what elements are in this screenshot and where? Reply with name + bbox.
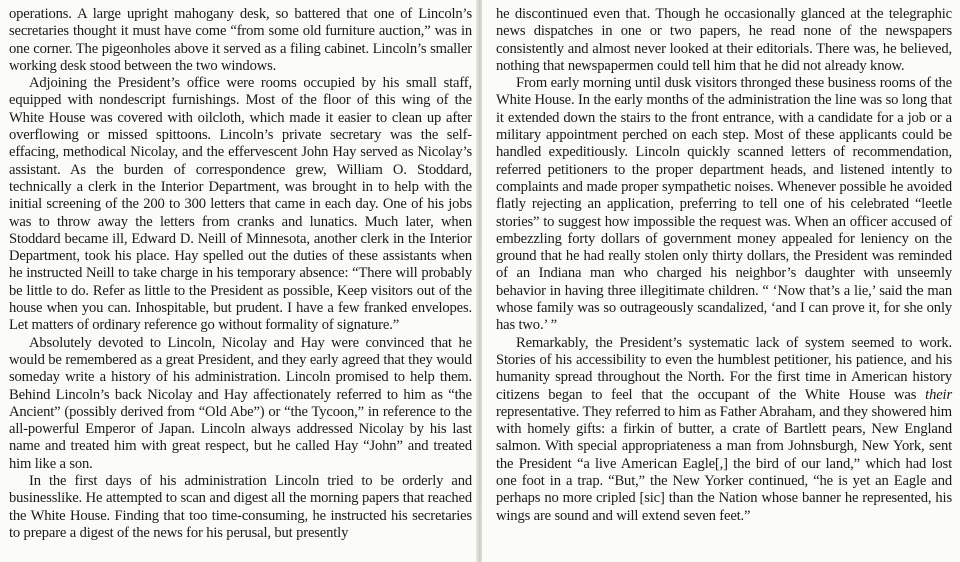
paragraph: Absolutely devoted to Lincoln, Nicolay and Hay were convinced that he would be remembered as a great President, and they early agreed that they would someday write a history of his administration. Lincoln promised to help them. Behind Lincoln’s back Nicolay and Hay affectionately referred to him as “the Ancient” (possibly derived from “Old Abe”) or “the Tycoon,” in reference to the all-powerful Emperor of Japan. Lincoln always addressed Nicolay by his last name and treated him with great respect, but he called Hay “John” and treated him like a son. <box>9 334 472 472</box>
paragraph: he discontinued even that. Though he occasionally glanced at the telegraphic news dispatches in one or two papers, he read none of the newspapers consistently and almost never looked at their editorials. There was, he believed, nothing that newspapermen could tell him that he did not already know. <box>496 6 952 74</box>
paragraph-text: representative. They referred to him as Father Abraham, and they showered him with homely gifts: a firkin of butter, a crate of Bartlett pears, New England salmon. With special appropriateness a man from Johnsburgh, New York, sent the President “a live American Eagle[,] the bird of our land,” which had lost one foot in a trap. “But,” the New Yorker continued, “he is yet an Eagle and perhaps no more cripled [sic] than the Nation whose banner he represented, his wings are sound and will extend seven feet.” <box>496 403 952 524</box>
emphasized-word: their <box>925 386 952 403</box>
right-page-text <box>496 6 952 525</box>
paragraph: From early morning until dusk visitors thronged these business rooms of the White House. In the early months of the administration the line was so long that it extended down the stairs to the front entrance, with a candidate for a job or a military appointment perched on each step. Most of these applicants could be handled expeditiously. Lincoln quickly scanned letters of recommendation, referred petitioners to the proper department heads, and listened intently to complaints and made proper sympathetic noises. Whenever possible he avoided flatly rejecting an application, preferring to tell one of his celebrated “leetle stories” to suggest how impossible the request was. When an officer accused of embezzling forty dollars of government money appealed for leniency on the ground that he had really stolen only thirty dollars, the President was reminded of an Indiana man who charged his neighbor’s daughter with unseemly behavior in having three illegitimate children. “ ‘Now that’s a lie,’ said the man whose family was so outrageously scandalized, ‘and I can prove it, for she only has two.’ ” <box>496 75 952 334</box>
left-page-text <box>9 6 472 542</box>
right-page <box>482 0 960 562</box>
paragraph: operations. A large upright mahogany desk, so battered that one of Lincoln’s secretaries thought it must have come “from some old furniture auction,” was in one corner. The pigeonholes above it served as a filing cabinet. Lincoln’s smaller working desk stood between the two windows. <box>9 6 472 74</box>
left-page <box>0 0 478 562</box>
paragraph: In the first days of his administration Lincoln tried to be orderly and businesslike. He attempted to scan and digest all the morning papers that reached the White House. Finding that too time-consuming, he instructed his secretaries to prepare a digest of the news for his perusal, but presently <box>9 473 472 541</box>
paragraph <box>496 335 952 525</box>
paragraph-text: Remarkably, the President’s systematic lack of system seemed to work. Stories of his accessibility to even the humblest petitioner, his patience, and his humanity spread throughout the North. For the first time in American history citizens began to feel that the occupant of the White House was <box>496 334 952 403</box>
paragraph: Adjoining the President’s office were rooms occupied by his small staff, equipped with nondescript furnishings. Most of the floor of this wing of the White House was covered with oilcloth, which made it easier to clean up after overflowing or missed spittoons. Lincoln’s private secretary was the self-effacing, methodical Nicolay, and the effervescent John Hay served as Nicolay’s assistant. As the burden of correspondence grew, William O. Stoddard, technically a clerk in the Interior Department, was brought in to help with the initial screening of the 200 to 300 letters that came in each day. One of his jobs was to throw away the letters from cranks and lunatics. Much later, when Stoddard became ill, Edward D. Neill of Minnesota, another clerk in the Interior Department, took his place. Hay spelled out the duties of these assistants when he instructed Neill to take charge in his temporary absence: “There will probably be little to do. Refer as little to the President as possible, Keep visitors out of the house when you can. Inhospitable, but prudent. I have a few franked envelopes. Let matters of ordinary reference go without formality of signature.” <box>9 75 472 334</box>
